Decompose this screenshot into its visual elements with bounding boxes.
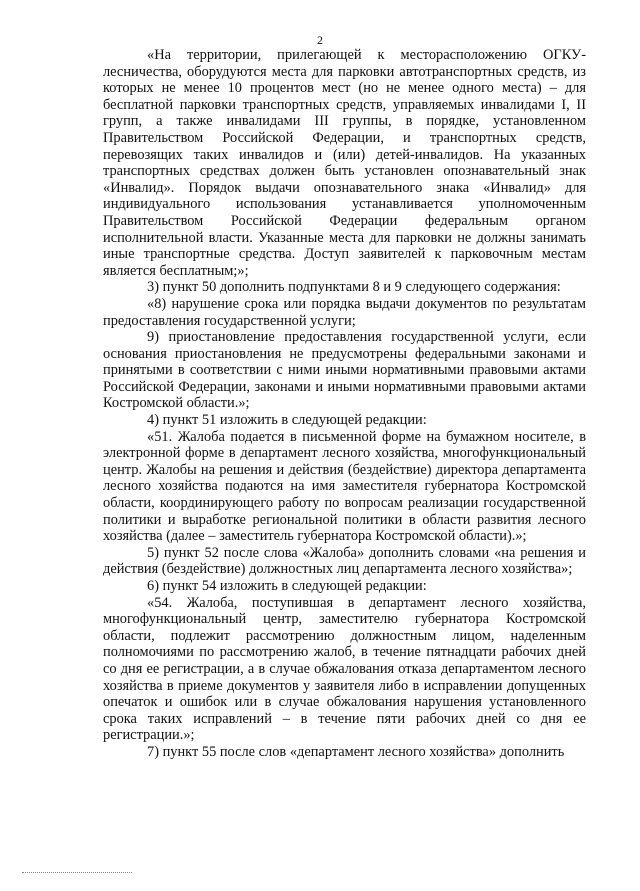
paragraph-subitem-9: 9) приостановление предоставления государственной услуги, если основания приостановления не предусмотрены федеральными законами и принятыми в соответствии с ними иными нормативными правовыми актами Российской Федерации, законами и иными нормативными правовыми актами Костромской области.»; <box>103 329 586 412</box>
paragraph-clause-51: «51. Жалоба подается в письменной форме на бумажном носителе, в электронной форме в департамент лесного хозяйства, многофункциональный центр. Жалобы на решения и действия (бездействие) директора департамента лесного хозяйства подаются на имя заместителя губернатора Костромской области, координирующего работу по вопросам реализации государственной политики и выработке региональной политики в области развития лесного хозяйства (далее – заместитель губернатора Костромской области).»; <box>103 428 586 545</box>
paragraph-item-5: 5) пункт 52 после слова «Жалоба» дополнить словами «на решения и действия (бездействие) должностных лиц департамента лесного хозяйства»; <box>103 544 586 578</box>
footer-divider <box>22 872 132 873</box>
paragraph-item-6: 6) пункт 54 изложить в следующей редакции: <box>147 578 427 594</box>
paragraph-subitem-8: «8) нарушение срока или порядка выдачи документов по результатам предоставления государственной услуги; <box>103 295 586 329</box>
paragraph-clause-54: «54. Жалоба, поступившая в департамент лесного хозяйства, многофункциональный центр, заместителю губернатора Костромской области, подлежит рассмотрению должностным лицом, наделенным полномочиями по рассмотрению жалоб, в течение пятнадцати рабочих дней со дня ее регистрации, а в случае обжалования отказа департаментом лесного хозяйства в приеме документов у заявителя либо в исправлении допущенных опечаток и ошибок или в случае обжалования нарушения установленного срока таких исправлений – в течение пяти рабочих дней со дня ее регистрации.»; <box>103 594 586 744</box>
document-body <box>103 47 586 761</box>
paragraph-item-7: 7) пункт 55 после слов «департамент лесного хозяйства» дополнить <box>147 743 565 760</box>
paragraph-item-4: 4) пункт 51 изложить в следующей редакции: <box>147 412 427 429</box>
paragraph-parking: «На территории, прилегающей к месторасположению ОГКУ-лесничества, оборудуются места для парковки автотранспортных средств, из которых не менее 10 процентов мест (но не менее одного места) – для бесплатной парковки транспортных средств, управляемых инвалидами I, II групп, а также инвалидами III группы, в порядке, установленном Правительством Российской Федерации, и транспортных средств, перевозящих таких инвалидов и (или) детей-инвалидов. На указанных транспортных средствах должен быть установлен опознавательный знак «Инвалид». Порядок выдачи опознавательного знака «Инвалид» для индивидуального использования устанавливается уполномоченным Правительством Российской Федерации федеральным органом исполнительной власти. Указанные места для парковки не должны занимать иные транспортные средства. Доступ заявителей к парковочным местам является бесплатным;»; <box>103 47 586 279</box>
page-number: 2 <box>317 33 323 47</box>
paragraph-item-3: 3) пункт 50 дополнить подпунктами 8 и 9 следующего содержания: <box>147 279 561 296</box>
